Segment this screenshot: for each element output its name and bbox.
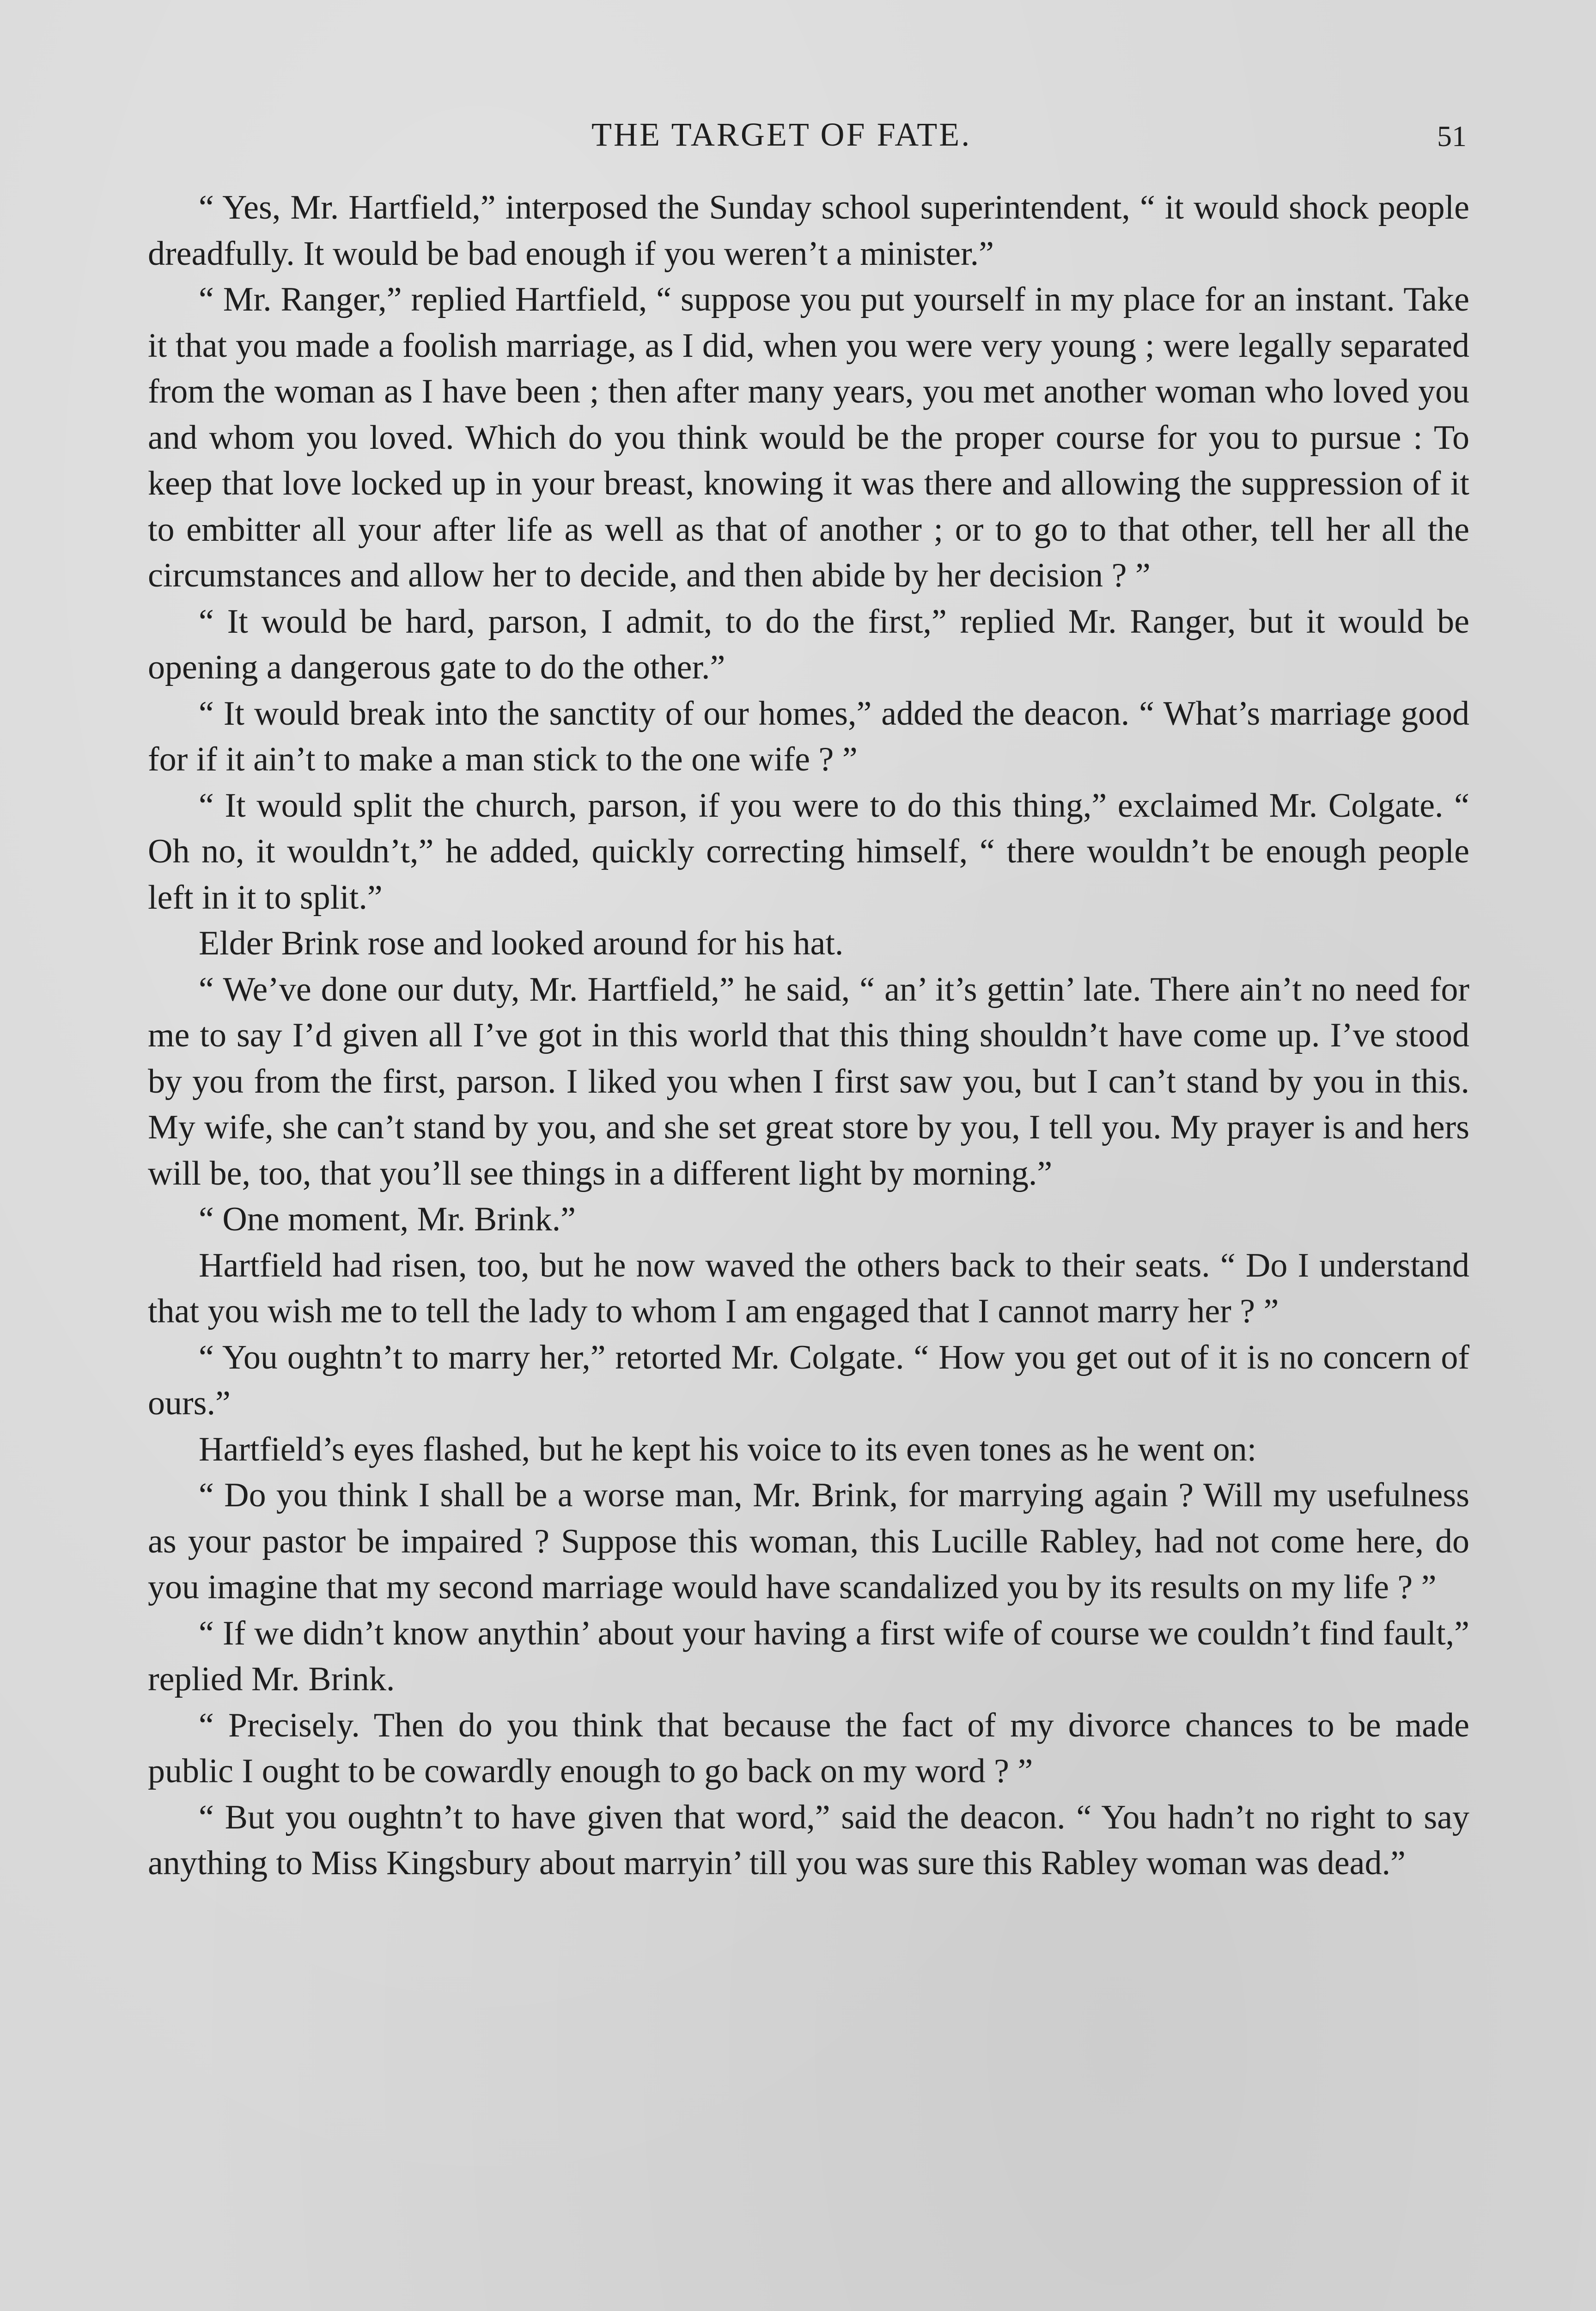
paragraph: “ It would break into the sanctity of our homes,” added the deacon. “ What’s marriage good for if it ain’t to make a man stick to the one wife ? ” [148,694,1469,778]
paragraph: “ We’ve done our duty, Mr. Hartfield,” he said, “ an’ it’s gettin’ late. There ain’t no need for me to say I’d given all I’ve got in this world that this thing shouldn’t have come up. I’ve stood by you from the first, parson. I liked you when I first saw you, but I can’t stand by you in this. My wife, she can’t stand by you, and she set great store by you, I tell you. My prayer is and hers will be, too, that you’ll see things in a different light by morning.” [148,970,1469,1192]
paragraph: “ Precisely. Then do you think that because the fact of my divorce chances to be made public I ought to be cowardly enough to go back on my word ? ” [148,1706,1469,1790]
paragraph: Elder Brink rose and looked around for his hat. [199,924,844,962]
paragraph: “ You oughtn’t to marry her,” retorted Mr. Colgate. “ How you get out of it is no concern of ours.” [148,1338,1469,1422]
paragraph: “ It would be hard, parson, I admit, to do the first,” replied Mr. Ranger, but it would be opening a dangerous gate to do the other.” [148,602,1469,686]
paragraph: Hartfield had risen, too, but he now waved the others back to their seats. “ Do I understand that you wish me to tell the lady to whom I am engaged that I cannot marry her ? ” [148,1246,1469,1330]
paragraph: “ But you oughtn’t to have given that word,” said the deacon. “ You hadn’t no right to say anything to Miss Kingsbury about marryin’ till you was sure this Rabley woman was dead.” [148,1798,1469,1882]
page-header [0,116,1596,157]
paragraph: “ One moment, Mr. Brink.” [199,1200,576,1238]
paragraph: “ Do you think I shall be a worse man, Mr. Brink, for marrying again ? Will my usefulness as your pastor be impaired ? Suppose this woman, this Lucille Rabley, had not come here, do you imagine that my second marriage would have scandalized you by its results on my life ? ” [148,1476,1469,1606]
body-text [148,185,1469,1887]
paragraph: “ It would split the church, parson, if you were to do this thing,” exclaimed Mr. Colgate. “ Oh no, it wouldn’t,” he added, quickly correcting himself, “ there wouldn’t be enough people left in it to split.” [148,786,1469,917]
paragraph: Hartfield’s eyes flashed, but he kept his voice to its even tones as he went on: [199,1430,1257,1468]
page-number: 51 [1437,120,1467,153]
running-title: THE TARGET OF FATE. [591,116,972,153]
paragraph: “ Mr. Ranger,” replied Hartfield, “ suppose you put yourself in my place for an instant. Take it that you made a foolish marriage, as I did, when you were very young ; were legally separated from the woman as I have been ; then after many years, you met another woman who loved you and whom you loved. Which do you think would be the proper course for you to pursue : To keep that love locked up in your breast, knowing it was there and allowing the suppression of it to embitter all your after life as well as that of another ; or to go to that other, tell her all the circumstances and allow her to decide, and then abide by her decision ? ” [148,281,1469,594]
paragraph: “ Yes, Mr. Hartfield,” interposed the Sunday school superintendent, “ it would shock people dreadfully. It would be bad enough if you weren’t a minister.” [148,189,1469,273]
paragraph: “ If we didn’t know anythin’ about your having a first wife of course we couldn’t find fault,” replied Mr. Brink. [148,1614,1469,1698]
